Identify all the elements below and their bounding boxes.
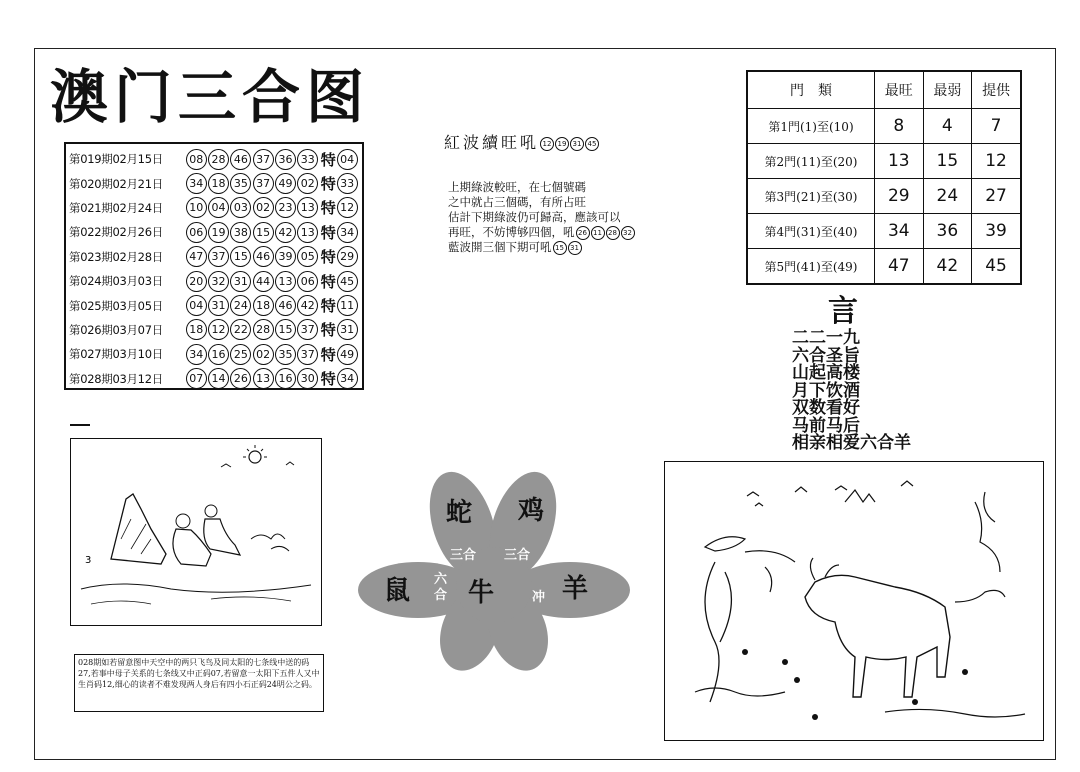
draw-row: [69, 269, 359, 293]
draw-period-label: 第024期03月03日: [69, 274, 163, 289]
number-ball: 03: [230, 197, 251, 218]
number-ball: 37: [253, 149, 274, 170]
riddle-picture-two-people: [70, 438, 322, 626]
number-ball: 46: [230, 149, 251, 170]
number-ball: 47: [186, 246, 207, 267]
door-header-min: 最弱: [923, 71, 972, 109]
door-label: 第3門(21)至(30): [747, 179, 875, 214]
number-ball: 10: [186, 197, 207, 218]
dash-mark: [70, 424, 90, 426]
number-ball: 16: [275, 368, 296, 389]
zodiac-rat: 鼠: [384, 576, 411, 606]
wave-title-ball: 19: [555, 137, 569, 151]
draw-period-label: 第027期03月10日: [69, 347, 163, 362]
draw-period-label: 第021期02月24日: [69, 200, 163, 215]
wave-analysis: [448, 180, 683, 255]
poem-line: 六合圣旨: [792, 345, 860, 366]
special-ball: 04: [337, 149, 358, 170]
number-ball: 15: [253, 222, 274, 243]
draw-row: [69, 367, 359, 391]
special-ball: 34: [337, 222, 358, 243]
number-ball: 15: [275, 319, 296, 340]
wave-title: 紅波續旺吼: [444, 133, 540, 152]
number-ball: 46: [253, 246, 274, 267]
special-marker: 特: [320, 150, 336, 169]
draw-row: [69, 293, 359, 317]
label-clash: 冲: [532, 590, 546, 605]
draw-row: [69, 147, 359, 171]
number-ball: 02: [253, 344, 274, 365]
special-marker: 特: [320, 175, 336, 194]
number-ball: 38: [230, 222, 251, 243]
number-ball: 05: [297, 246, 318, 267]
number-ball: 12: [208, 319, 229, 340]
two-people-scene-illustration: [71, 439, 321, 625]
special-ball: 31: [337, 319, 358, 340]
draw-period-label: 第025期03月05日: [69, 298, 163, 313]
draw-period-label: 第020期02月21日: [69, 176, 163, 191]
wave-heading: [444, 130, 599, 153]
number-ball: 13: [297, 222, 318, 243]
special-ball: 34: [337, 368, 358, 389]
number-ball: 31: [230, 271, 251, 292]
special-marker: 特: [320, 272, 336, 291]
wave-line: [448, 210, 683, 225]
number-ball: 18: [253, 295, 274, 316]
door-label: 第2門(11)至(20): [747, 144, 875, 179]
wave-line-ball: 28: [606, 226, 620, 240]
wave-line: [448, 240, 683, 255]
door-give: 12: [972, 144, 1021, 179]
door-label: 第5門(41)至(49): [747, 249, 875, 285]
number-ball: 19: [208, 222, 229, 243]
door-label: 第1門(1)至(10): [747, 109, 875, 144]
special-marker: 特: [320, 321, 336, 340]
number-ball: 24: [230, 295, 251, 316]
goat-scene-illustration: [665, 462, 1043, 740]
poem: [792, 330, 911, 453]
door-min: 24: [923, 179, 972, 214]
door-label: 第4門(31)至(40): [747, 214, 875, 249]
number-ball: 31: [208, 295, 229, 316]
wave-line-text: 之中就占三個碼，有所占旺: [448, 195, 586, 209]
pic-left-number: 3: [85, 555, 92, 566]
door-min: 4: [923, 109, 972, 144]
door-min: 42: [923, 249, 972, 285]
wave-line-text: 估計下期綠波仍可歸高，應該可以: [448, 210, 621, 224]
number-ball: 35: [230, 173, 251, 194]
draw-period-label: 第026期03月07日: [69, 322, 163, 337]
poem-line: 二二一九: [792, 328, 860, 348]
zodiac-snake: 蛇: [446, 498, 473, 528]
draw-row: [69, 220, 359, 244]
wave-line: [448, 180, 683, 195]
number-ball: 26: [230, 368, 251, 389]
number-ball: 22: [230, 319, 251, 340]
special-ball: 11: [337, 295, 358, 316]
number-ball: 06: [297, 271, 318, 292]
number-ball: 33: [297, 149, 318, 170]
number-ball: 07: [186, 368, 207, 389]
draw-row: [69, 171, 359, 195]
special-marker: 特: [320, 370, 336, 389]
number-ball: 49: [275, 173, 296, 194]
number-ball: 13: [275, 271, 296, 292]
door-header-row: [747, 71, 1021, 109]
door-stats-table: [746, 70, 1022, 285]
special-ball: 29: [337, 246, 358, 267]
number-ball: 28: [253, 319, 274, 340]
draw-period-label: 第019期02月15日: [69, 152, 163, 167]
number-ball: 23: [275, 197, 296, 218]
door-header-category: 門 類: [747, 71, 875, 109]
door-row: [747, 179, 1021, 214]
wave-line-ball: 26: [576, 226, 590, 240]
draw-row: [69, 318, 359, 342]
number-ball: 18: [186, 319, 207, 340]
wave-line-ball: 15: [553, 241, 567, 255]
draw-row: [69, 245, 359, 269]
draw-results-table: [64, 142, 364, 390]
special-marker: 特: [320, 199, 336, 218]
wave-title-balls: [539, 133, 599, 152]
poem-line: 山起高楼: [792, 363, 860, 383]
number-ball: 28: [208, 149, 229, 170]
door-max: 13: [875, 144, 924, 179]
door-row: [747, 249, 1021, 285]
poem-line: 马前马后: [792, 415, 860, 436]
wave-line-ball: 11: [591, 226, 605, 240]
number-ball: 30: [297, 368, 318, 389]
number-ball: 16: [208, 344, 229, 365]
number-ball: 15: [230, 246, 251, 267]
door-row: [747, 214, 1021, 249]
special-ball: 33: [337, 173, 358, 194]
number-ball: 34: [186, 173, 207, 194]
riddle-note: 028期如若留意图中天空中的两只飞鸟及同太阳的七条线中送的码27,若事中母子关系的七条线又中正码07,若留意一太阳下五件人又中生肖码12,细心的读者不难发现两人身后有四小石正码24明公之码。: [74, 654, 324, 712]
zodiac-ox: 牛: [468, 578, 495, 608]
number-ball: 04: [186, 295, 207, 316]
draw-period-label: 第028期03月12日: [69, 371, 163, 386]
poem-line: 双数看好: [792, 398, 860, 418]
special-marker: 特: [320, 248, 336, 267]
number-ball: 25: [230, 344, 251, 365]
wave-line-text: 上期綠波較旺，在七個號碼: [448, 180, 586, 194]
riddle-picture-goat: [664, 461, 1044, 741]
label-triad-right: 三合: [504, 548, 531, 563]
number-ball: 37: [297, 344, 318, 365]
door-max: 47: [875, 249, 924, 285]
number-ball: 37: [297, 319, 318, 340]
number-ball: 37: [208, 246, 229, 267]
special-marker: 特: [320, 345, 336, 364]
number-ball: 36: [275, 149, 296, 170]
number-ball: 32: [208, 271, 229, 292]
door-give: 39: [972, 214, 1021, 249]
poem-title: 言: [828, 294, 858, 329]
door-min: 36: [923, 214, 972, 249]
number-ball: 14: [208, 368, 229, 389]
draw-period-label: 第023期02月28日: [69, 249, 163, 264]
special-ball: 45: [337, 271, 358, 292]
number-ball: 02: [253, 197, 274, 218]
page-title: 澳门三合图: [50, 63, 371, 131]
number-ball: 39: [275, 246, 296, 267]
wave-title-ball: 45: [585, 137, 599, 151]
number-ball: 13: [253, 368, 274, 389]
door-min: 15: [923, 144, 972, 179]
special-marker: 特: [320, 297, 336, 316]
special-ball: 49: [337, 344, 358, 365]
number-ball: 34: [186, 344, 207, 365]
door-header-give: 提供: [972, 71, 1021, 109]
draw-row: [69, 342, 359, 366]
zodiac-flower: [358, 470, 630, 674]
poem-line: 月下饮酒: [792, 380, 860, 401]
zodiac-goat: 羊: [562, 574, 589, 604]
wave-line-ball: 31: [568, 241, 582, 255]
special-ball: 12: [337, 197, 358, 218]
door-max: 29: [875, 179, 924, 214]
number-ball: 02: [297, 173, 318, 194]
label-triad-left: 三合: [450, 548, 477, 563]
door-row: [747, 109, 1021, 144]
number-ball: 42: [297, 295, 318, 316]
door-header-max: 最旺: [875, 71, 924, 109]
door-max: 34: [875, 214, 924, 249]
wave-line-text: 藍波開三個下期可吼: [448, 240, 552, 254]
number-ball: 44: [253, 271, 274, 292]
wave-line: [448, 225, 683, 240]
number-ball: 04: [208, 197, 229, 218]
door-max: 8: [875, 109, 924, 144]
door-row: [747, 144, 1021, 179]
wave-line: [448, 195, 683, 210]
number-ball: 08: [186, 149, 207, 170]
number-ball: 13: [297, 197, 318, 218]
wave-line-ball: 32: [621, 226, 635, 240]
label-six-harmony: 六合: [434, 572, 448, 603]
draw-row: [69, 196, 359, 220]
draw-period-label: 第022期02月26日: [69, 225, 163, 240]
number-ball: 37: [253, 173, 274, 194]
wave-line-text: 再旺，不妨博够四個，吼: [448, 225, 575, 239]
zodiac-rooster: 鸡: [518, 496, 545, 526]
number-ball: 18: [208, 173, 229, 194]
wave-title-ball: 12: [540, 137, 554, 151]
special-marker: 特: [320, 223, 336, 242]
door-give: 7: [972, 109, 1021, 144]
number-ball: 46: [275, 295, 296, 316]
number-ball: 35: [275, 344, 296, 365]
number-ball: 20: [186, 271, 207, 292]
door-give: 45: [972, 249, 1021, 285]
poem-line: 相亲相爱六合羊: [792, 433, 911, 453]
wave-title-ball: 31: [570, 137, 584, 151]
number-ball: 42: [275, 222, 296, 243]
number-ball: 06: [186, 222, 207, 243]
door-give: 27: [972, 179, 1021, 214]
